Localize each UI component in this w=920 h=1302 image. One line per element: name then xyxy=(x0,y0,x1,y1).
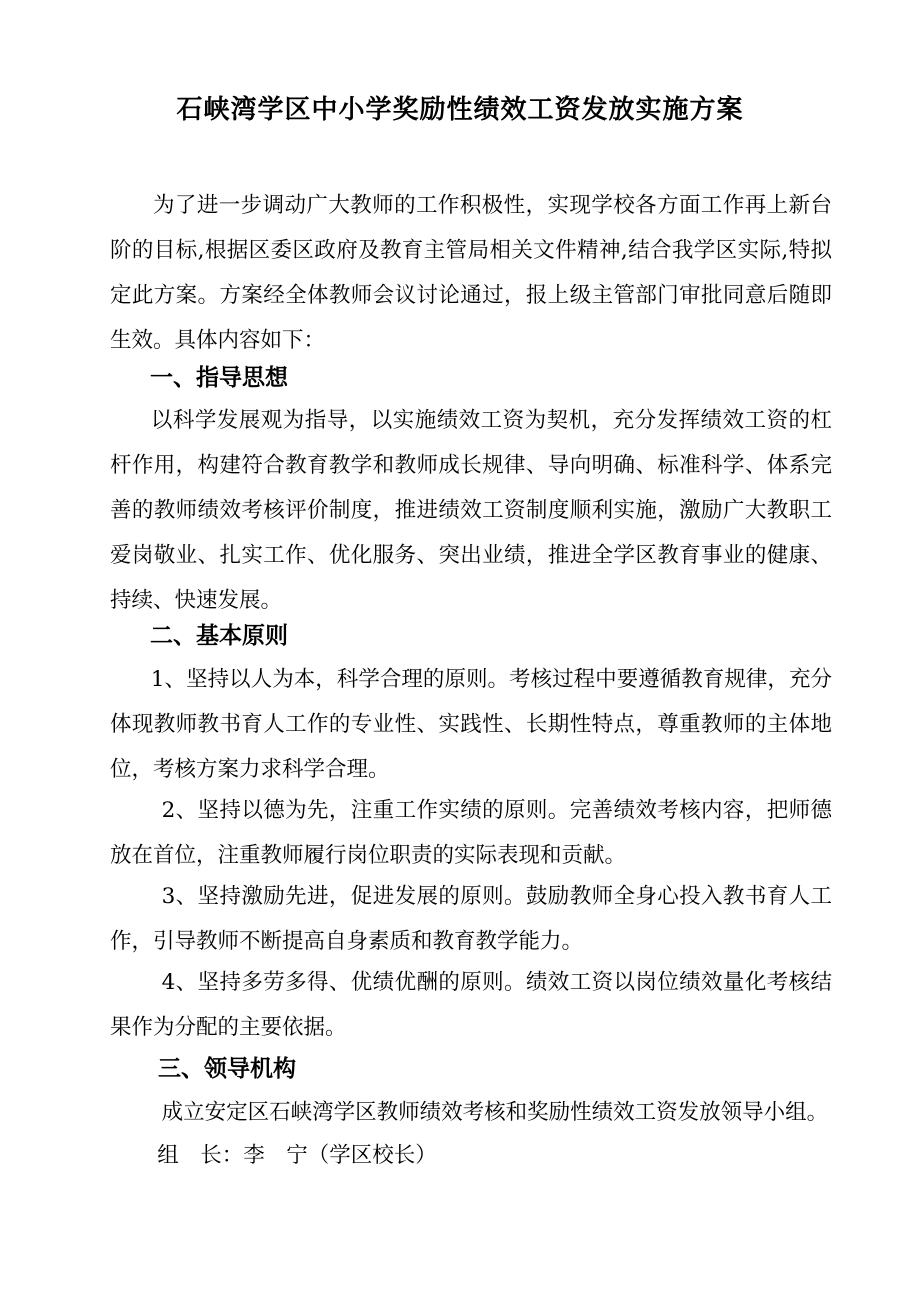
guiding-ideology-paragraph: 以科学发展观为指导，以实施绩效工资为契机，充分发挥绩效工资的杠杆作用，构建符合教育教学和教师成长规律、导向明确、标准科学、体系完善的教师绩效考核评价制度，推进绩效工资制度顺利实施，激励广大教职工爱岗敬业、扎实工作、优化服务、突出业绩，推进全学区教育事业的健康、持续、快速发展。 xyxy=(110,408,832,613)
principle-3-paragraph: 3、坚持激励先进，促进发展的原则。鼓励教师全身心投入教书育人工作，引导教师不断提高自身素质和教育教学能力。 xyxy=(110,884,832,954)
principle-2-paragraph: 2、坚持以德为先，注重工作实绩的原则。完善绩效考核内容，把师德放在首位，注重教师履行岗位职责的实际表现和贡献。 xyxy=(110,798,832,868)
section-heading-leadership: 三、领导机构 xyxy=(158,1056,296,1082)
principle-4-paragraph: 4、坚持多劳多得、优绩优酬的原则。绩效工资以岗位绩效量化考核结果作为分配的主要依据。 xyxy=(110,970,832,1040)
document-title: 石峡湾学区中小学奖励性绩效工资发放实施方案 xyxy=(176,95,744,125)
section-heading-guiding-ideology: 一、指导思想 xyxy=(150,365,288,391)
section-heading-basic-principles: 二、基本原则 xyxy=(150,623,288,649)
intro-paragraph: 为了进一步调动广大教师的工作积极性，实现学校各方面工作再上新台阶的目标,根据区委区政府及教育主管局相关文件精神,结合我学区实际,特拟定此方案。方案经全体教师会议讨论通过，报上级主管部门审批同意后随即生效。具体内容如下： xyxy=(110,193,832,353)
group-leader-line: 组 长：李 宁（学区校长） xyxy=(157,1143,437,1168)
leadership-paragraph: 成立安定区石峡湾学区教师绩效考核和奖励性绩效工资发放领导小组。 xyxy=(161,1100,829,1125)
principle-1-paragraph: 1、坚持以人为本，科学合理的原则。考核过程中要遵循教育规律，充分体现教师教书育人工作的专业性、实践性、长期性特点，尊重教师的主体地位，考核方案力求科学合理。 xyxy=(110,667,832,782)
